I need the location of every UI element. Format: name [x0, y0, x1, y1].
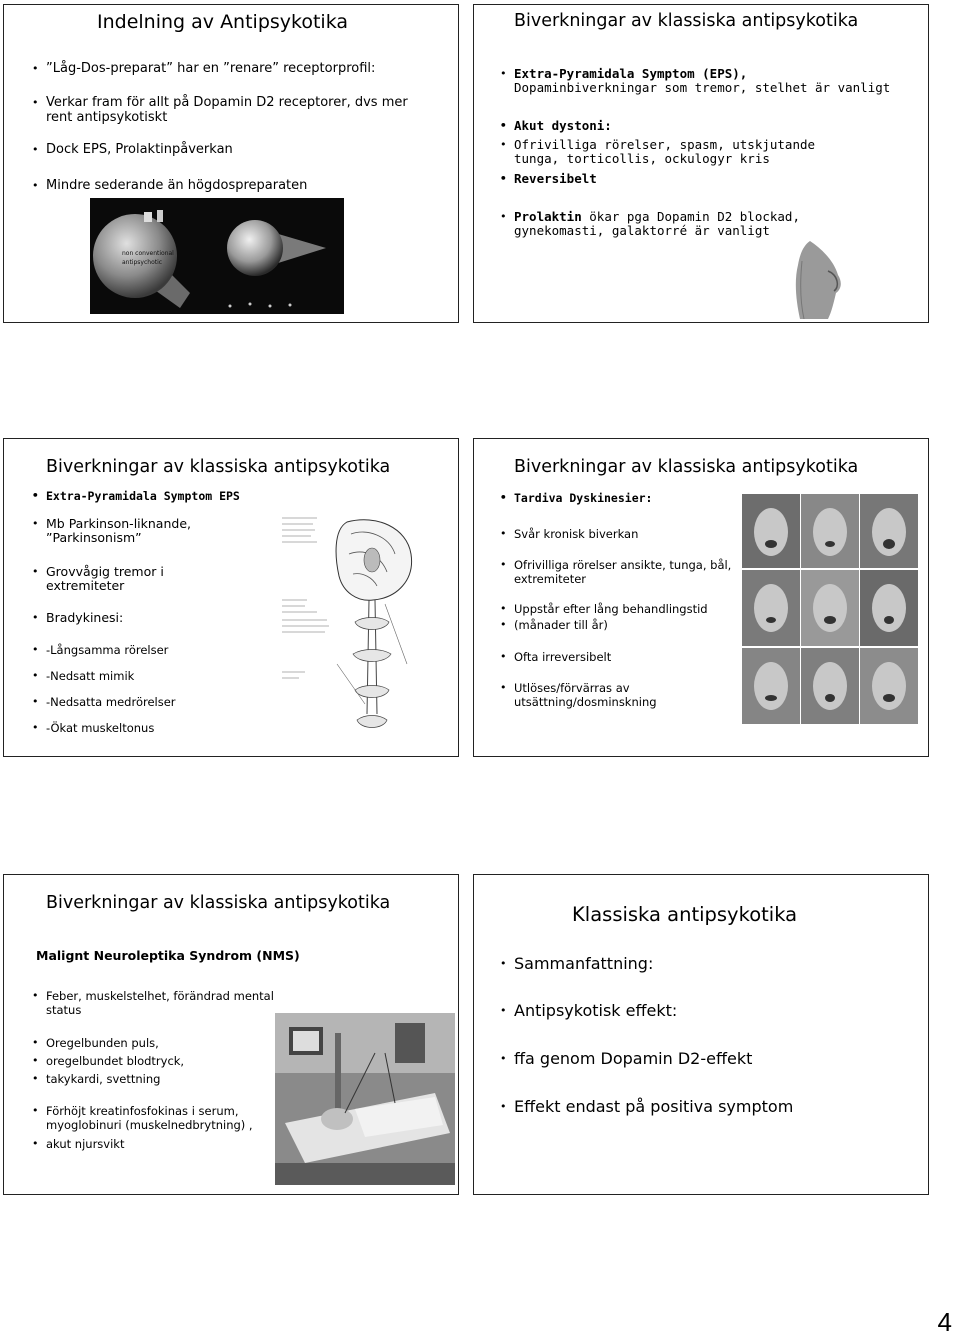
bullet: • Mb Parkinson-liknande, ”Parkinsonism”: [46, 517, 216, 545]
bullet: • Uppstår efter lång behandlingstid: [514, 602, 734, 616]
bullet: • Sammanfattning:: [514, 954, 914, 973]
bullet-text: ökar pga Dopamin D2 blockad, gynekomasti, galaktorré är vanligt: [514, 209, 800, 238]
slide-6: [473, 874, 929, 1195]
bullet: • Grovvågig tremor i extremiteter: [46, 565, 196, 593]
bullet: • Ofta irreversibelt: [514, 650, 734, 664]
bullet: • Effekt endast på positiva symptom: [514, 1097, 914, 1116]
bullet: • Reversibelt: [514, 172, 914, 186]
slide-title: Indelning av Antipsykotika: [97, 11, 349, 33]
bullet: • ”Låg-Dos-preparat” har en ”renare” receptorprofil:: [46, 61, 446, 76]
faces-photo-grid: [742, 494, 918, 724]
bullet: [514, 210, 884, 238]
bullet: • Utlöses/förvärras av utsättning/dosminskning: [514, 681, 714, 709]
slide-4: [473, 438, 929, 757]
bullet: • ffa genom Dopamin D2-effekt: [514, 1049, 914, 1068]
slide-title: Klassiska antipsykotika: [572, 903, 798, 926]
bullet-bold: Prolaktin: [514, 209, 582, 224]
bullet: • Förhöjt kreatinfosfokinas i serum, myoglobinuri (muskelnedbrytning) ,: [46, 1104, 261, 1132]
slide-3: [3, 438, 459, 757]
bullet: • Mindre sederande än högdospreparaten: [46, 178, 416, 193]
image-label: non conventional: [122, 250, 174, 257]
bullet: • akut njursvikt: [46, 1137, 261, 1151]
slide-title: Biverkningar av klassiska antipsykotika: [46, 893, 391, 913]
bullet: • -Nedsatt mimik: [46, 669, 246, 683]
bullet: • -Ökat muskeltonus: [46, 721, 246, 735]
bullet: • (månader till år): [514, 618, 734, 632]
bullet: • Bradykinesi:: [46, 611, 246, 625]
bullet: • Ofrivilliga rörelser, spasm, utskjutande tunga, torticollis, ockulogyr kris: [514, 138, 844, 166]
bullet: • Oregelbunden puls,: [46, 1036, 276, 1050]
slide-1: [3, 4, 459, 323]
bullet-text: Dopaminbiverkningar som tremor, stelhet är vanligt: [514, 80, 891, 95]
section-heading: Malignt Neuroleptika Syndrom (NMS): [36, 948, 300, 963]
antipsychotic-illustration: [90, 198, 344, 314]
bullet: • oregelbundet blodtryck,: [46, 1054, 276, 1068]
bullet: • takykardi, svettning: [46, 1072, 276, 1086]
bullet: • Extra-Pyramidala Symptom EPS: [46, 489, 286, 503]
bullet: • Tardiva Dyskinesier:: [514, 491, 734, 505]
bullet: • Akut dystoni:: [514, 119, 914, 133]
page-number: 4: [937, 1307, 952, 1337]
icu-patient-photo: [275, 1013, 455, 1185]
gynecomastia-photo: [792, 241, 852, 319]
slide-2: [473, 4, 929, 323]
bullet: • Svår kronisk biverkan: [514, 527, 734, 541]
slide-title: Biverkningar av klassiska antipsykotika: [514, 457, 859, 477]
bullet: • Verkar fram för allt på Dopamin D2 receptorer, dvs mer rent antipsykotiskt: [46, 95, 416, 125]
bullet: • Feber, muskelstelhet, förändrad mental status: [46, 989, 276, 1017]
slide-5: [3, 874, 459, 1195]
bullet: • Dock EPS, Prolaktinpåverkan: [46, 142, 416, 157]
slide-title: Biverkningar av klassiska antipsykotika: [514, 11, 859, 31]
bullet: • Ofrivilliga rörelser ansikte, tunga, bål, extremiteter: [514, 558, 734, 586]
image-label: antipsychotic: [122, 259, 163, 266]
bullet: • -Långsamma rörelser: [46, 643, 246, 657]
bullet: [514, 67, 914, 95]
bullet: • -Nedsatta medrörelser: [46, 695, 246, 709]
extrapyramidal-pathway-diagram: [277, 514, 427, 742]
bullet: • Antipsykotisk effekt:: [514, 1001, 914, 1020]
slide-title: Biverkningar av klassiska antipsykotika: [46, 457, 391, 477]
bullet-bold: Extra-Pyramidala Symptom (EPS),: [514, 66, 748, 81]
